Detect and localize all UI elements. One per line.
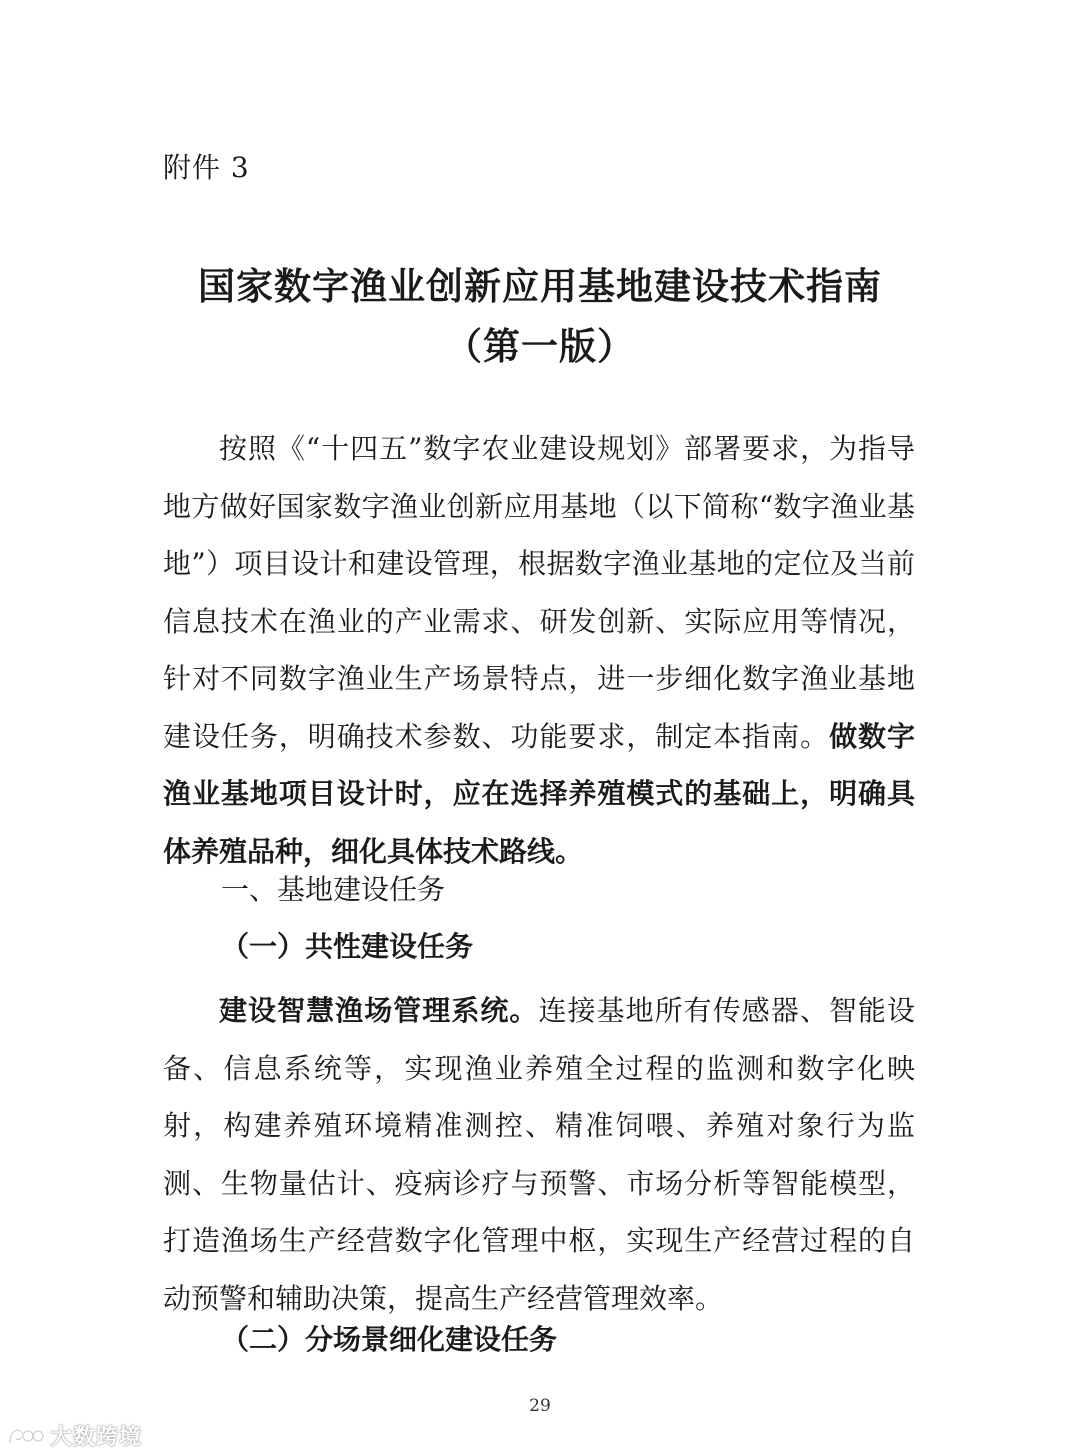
document-edition: （第一版） (445, 325, 635, 368)
document-title: 国家数字渔业创新应用基地建设技术指南 (198, 265, 882, 308)
brand-logo-icon (6, 1423, 44, 1449)
system-paragraph-text: 连接基地所有传感器、智能设备、信息系统等，实现渔业养殖全过程的监测和数字化映射，构建养殖环境精准测控、精准饲喂、养殖对象行为监测、生物量估计、疫病诊疗与预警、市场分析等智能模型，打造渔场生产经营数字化管理中枢，实现生产经营过程的自动预警和辅助决策，提高生产经营管理效率。 (163, 994, 915, 1315)
intro-paragraph-emphasis: 做数字渔业基地项目设计时，应在选择养殖模式的基础上，明确具体养殖品种，细化具体技术路线。 (163, 719, 915, 868)
section-heading-1: 一、基地建设任务 (221, 873, 446, 906)
watermark-text: 大数跨境 (50, 1425, 143, 1450)
page-number: 29 (529, 1396, 551, 1416)
system-paragraph (163, 982, 915, 1327)
intro-paragraph (163, 420, 915, 880)
intro-paragraph-text: 按照《“十四五”数字农业建设规划》部署要求，为指导地方做好国家数字渔业创新应用基地（以下简称“数字渔业基地”）项目设计和建设管理，根据数字渔业基地的定位及当前信息技术在渔业的产业需求、研发创新、实际应用等情况，针对不同数字渔业生产场景特点，进一步细化数字渔业基地建设任务，明确技术参数、功能要求，制定本指南。 (163, 432, 915, 753)
attachment-label: 附件 3 (163, 151, 250, 184)
subsection-heading-2: （二）分场景细化建设任务 (221, 1323, 558, 1356)
system-paragraph-lead: 建设智慧渔场管理系统。 (219, 994, 539, 1027)
subsection-heading-1: （一）共性建设任务 (221, 930, 474, 963)
watermark (6, 1420, 142, 1451)
